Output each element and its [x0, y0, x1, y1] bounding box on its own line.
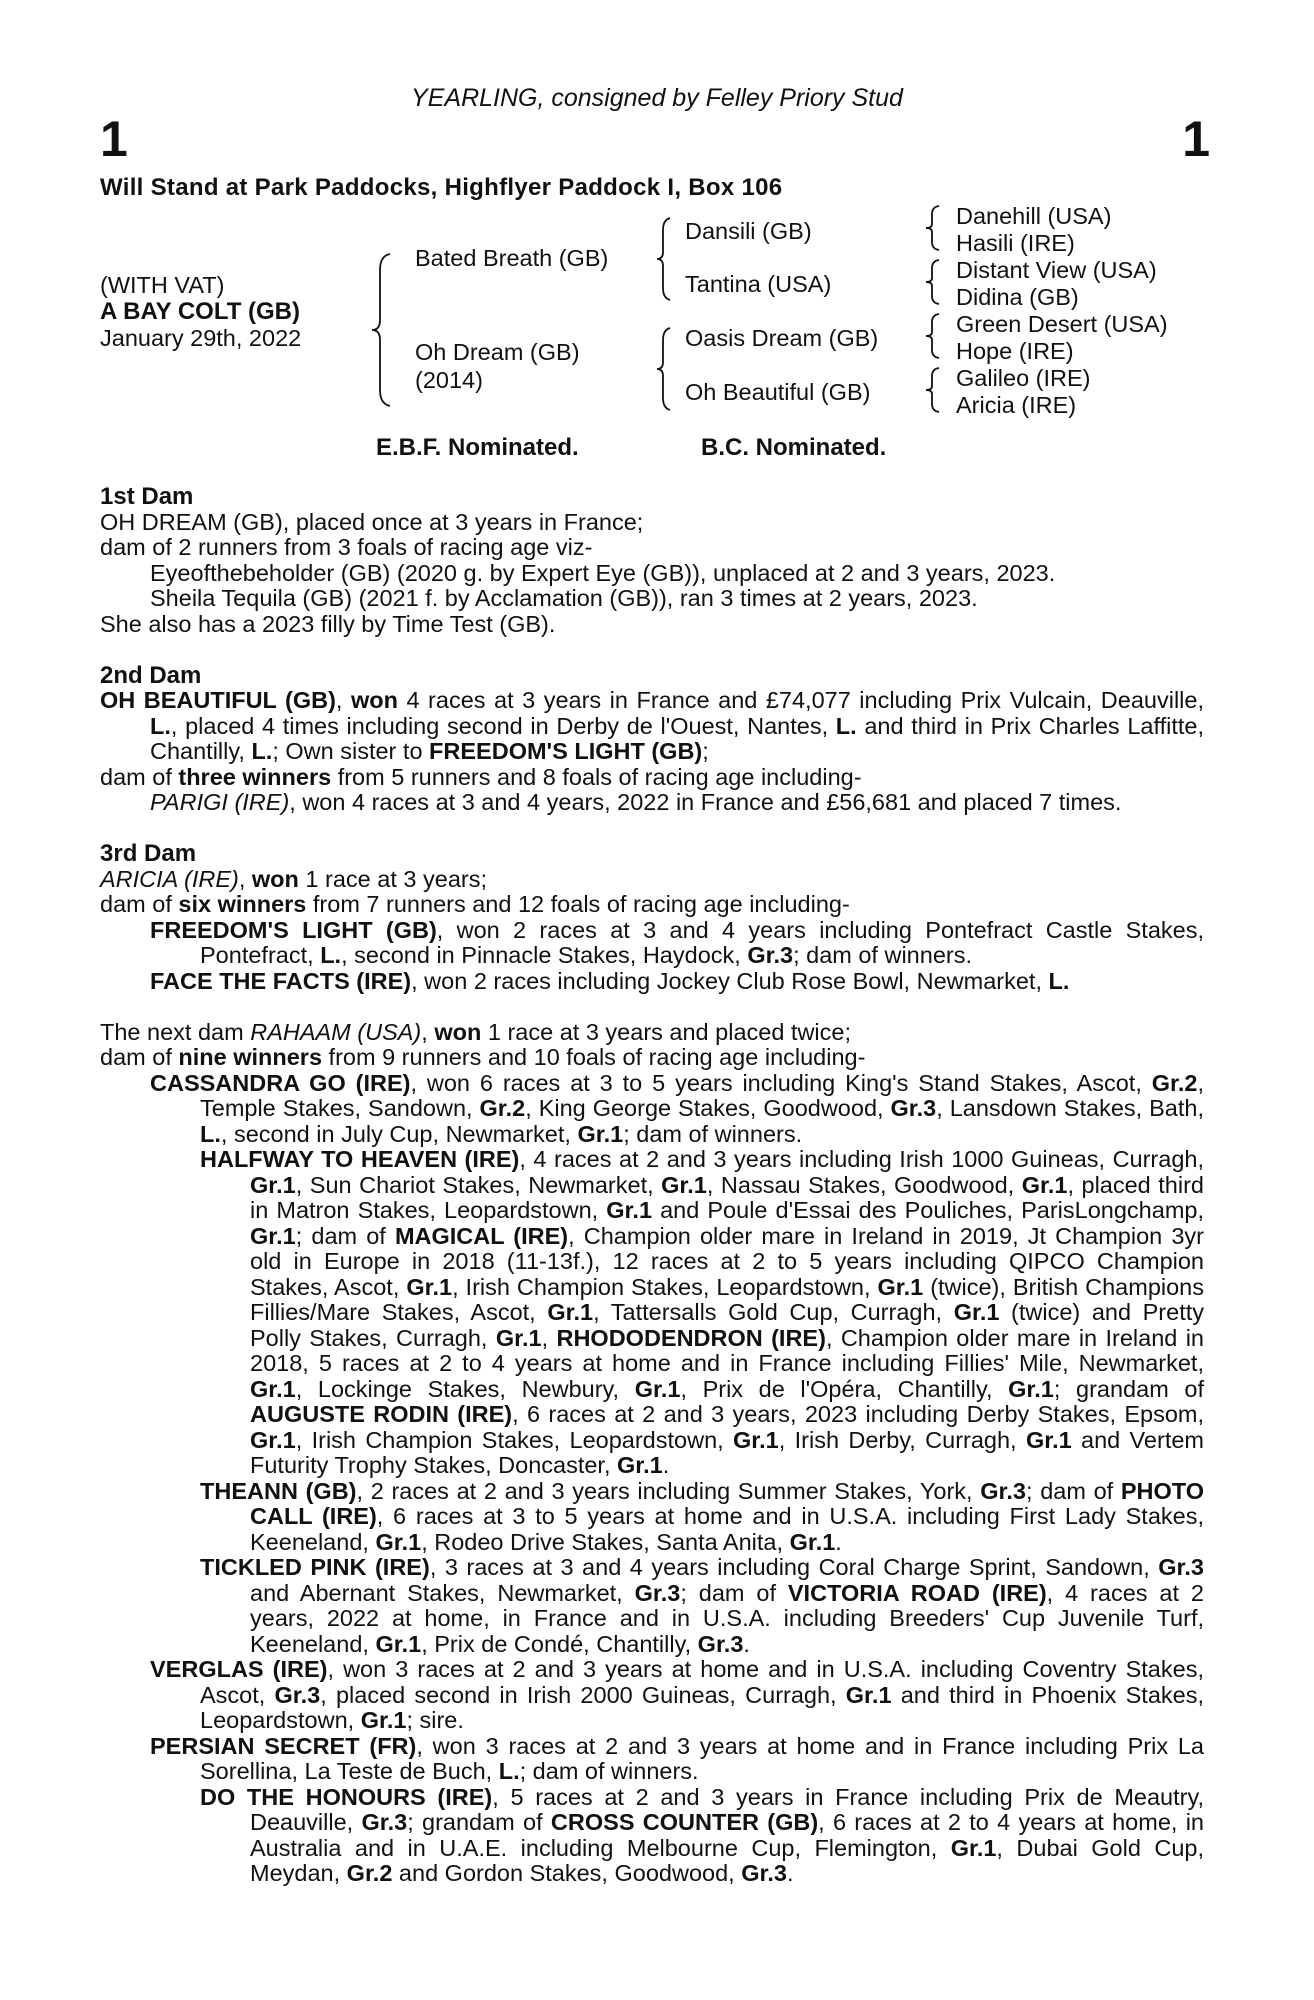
sire-sire: Dansili (GB) — [685, 218, 812, 244]
brace-icon — [923, 204, 943, 252]
second-dam-heading: 2nd Dam — [100, 661, 202, 689]
ebf-nomination: E.B.F. Nominated. — [376, 434, 579, 461]
grandsire-4: Galileo (IRE) — [956, 365, 1091, 391]
dam-sire: Oasis Dream (GB) — [685, 325, 879, 351]
first-dam-line: OH DREAM (GB), placed once at 3 years in France; — [100, 508, 644, 535]
grandsire-1: Danehill (USA) — [956, 203, 1112, 229]
lot-title: A BAY COLT (GB) — [100, 298, 301, 325]
dam-name: Oh Dream (GB) — [415, 339, 580, 365]
first-dam-line: She also has a 2023 filly by Time Test (GB). — [100, 610, 556, 637]
grandsire-3: Green Desert (USA) — [956, 311, 1168, 337]
next-dam-produce: dam of nine winners from 9 runners and 10 foals of racing age including- — [100, 1044, 866, 1070]
produce-entry: DO THE HONOURS (IRE), 5 races at 2 and 3 years in France including Prix de Meautry, Deauville, Gr.3; grandam of CROSS COUNTER (GB), 6 races at 2 to 4 years at home, in Australia and in U.A.E. including Melbourne Cup, Flemington, Gr.1, Dubai Gold Cup, Meydan, Gr.2 and Gordon Stakes, Goodwood, Gr.3. — [200, 1783, 1205, 1886]
third-dam-record: ARICIA (IRE), won 1 race at 3 years; — [100, 865, 487, 892]
second-dam-record: OH BEAUTIFUL (GB), won 4 races at 3 years in France and £74,077 including Prix Vulcain, Deauville, L., placed 4 times including second in Derby de l'Ouest, Nantes, L. and third in Prix Charles Laffitte, Chantilly, L.; Own sister to FREEDOM'S LIGHT (GB); — [100, 687, 1204, 764]
granddam-3: Hope (IRE) — [956, 338, 1074, 364]
produce-entry: VERGLAS (IRE), won 3 races at 2 and 3 years at home and in U.S.A. including Coventry Stakes, Ascot, Gr.3, placed second in Irish 2000 Guineas, Curragh, Gr.1 and third in Phoenix Stakes, Leopardstown, Gr.1; sire. — [150, 1656, 1204, 1733]
brace-icon — [923, 258, 943, 306]
brace-icon — [923, 312, 943, 360]
grandsire-2: Distant View (USA) — [956, 257, 1157, 283]
produce-entry: PARIGI (IRE), won 4 races at 3 and 4 years, 2022 in France and £56,681 and placed 7 times. — [150, 789, 1122, 815]
produce-entry: Eyeofthebeholder (GB) (2020 g. by Expert Eye (GB)), unplaced at 2 and 3 years, 2023. — [150, 559, 1056, 586]
stand-location: Will Stand at Park Paddocks, Highflyer Paddock I, Box 106 — [100, 174, 783, 201]
next-dam-record: The next dam RAHAAM (USA), won 1 race at 3 years and placed twice; — [100, 1018, 852, 1045]
brace-icon — [923, 366, 943, 414]
first-dam-heading: 1st Dam — [100, 483, 194, 510]
produce-entry: HALFWAY TO HEAVEN (IRE), 4 races at 2 and 3 years including Irish 1000 Guineas, Curragh, Gr.1, Sun Chariot Stakes, Newmarket, Gr.1, Nassau Stakes, Goodwood, Gr.1, placed third in Matron Stakes, Leopardstown, Gr.1 and Poule d'Essai des Pouliches, ParisLongchamp, Gr.1; dam of MAGICAL (IRE), Champion older mare in Ireland in 2019, Jt Champion 3yr old in Europe in 2018 (11-13f.), 12 races at 2 to 5 years including QIPCO Champion Stakes, Ascot, Gr.1, Irish Champion Stakes, Leopardstown, Gr.1 (twice), British Champions Fillies/Mare Stakes, Ascot, Gr.1, Tattersalls Gold Cup, Curragh, Gr.1 (twice) and Pretty Polly Stakes, Curragh, Gr.1, RHODODENDRON (IRE), Champion older mare in Ireland in 2018, 5 races at 2 to 4 years at home and in France including Fillies' Mile, Newmarket, Gr.1, Lockinge Stakes, Newbury, Gr.1, Prix de l'Opéra, Chantilly, Gr.1; grandam of AUGUSTE RODIN (IRE), 6 races at 2 and 3 years, 2023 including Derby Stakes, Epsom, Gr.1, Irish Champion Stakes, Leopardstown, Gr.1, Irish Derby, Curragh, Gr.1 and Vertem Futurity Trophy Stakes, Doncaster, Gr.1. — [200, 1146, 1205, 1478]
produce-entry: FREEDOM'S LIGHT (GB), won 2 races at 3 and 4 years including Pontefract Castle Stakes, Pontefract, L., second in Pinnacle Stakes, Haydock, Gr.3; dam of winners. — [150, 916, 1204, 968]
sire-dam: Tantina (USA) — [685, 271, 832, 297]
brace-icon — [370, 250, 394, 410]
brace-icon — [655, 326, 673, 412]
produce-entry: THEANN (GB), 2 races at 2 and 3 years including Summer Stakes, York, Gr.3; dam of PHOTO CALL (IRE), 6 races at 3 to 5 years at home and in U.S.A. including First Lady Stakes, Keeneland, Gr.1, Rodeo Drive Stakes, Santa Anita, Gr.1. — [200, 1477, 1205, 1555]
lot-number-left: 1 — [100, 111, 128, 167]
third-dam-produce: dam of six winners from 7 runners and 12 foals of racing age including- — [100, 891, 850, 917]
produce-entry: CASSANDRA GO (IRE), won 6 races at 3 to 5 years including King's Stand Stakes, Ascot, Gr.2, Temple Stakes, Sandown, Gr.2, King George Stakes, Goodwood, Gr.3, Lansdown Stakes, Bath, L., second in July Cup, Newmarket, Gr.1; dam of winners. — [150, 1069, 1205, 1147]
lot-number-right: 1 — [1182, 111, 1210, 167]
produce-entry: TICKLED PINK (IRE), 3 races at 3 and 4 years including Coral Charge Sprint, Sandown, Gr.3 and Abernant Stakes, Newmarket, Gr.3; dam of VICTORIA ROAD (IRE), 4 races at 2 years, 2022 at home, in France and in U.S.A. including Breeders' Cup Juvenile Turf, Keeneland, Gr.1, Prix de Condé, Chantilly, Gr.3. — [200, 1554, 1204, 1657]
produce-record — [100, 484, 1204, 1887]
sire-name: Bated Breath (GB) — [415, 245, 609, 271]
granddam-2: Didina (GB) — [956, 284, 1079, 310]
dam-year: (2014) — [415, 367, 483, 393]
produce-entry: FACE THE FACTS (IRE), won 2 races including Jockey Club Rose Bowl, Newmarket, L. — [150, 967, 1070, 994]
produce-entry: Sheila Tequila (GB) (2021 f. by Acclamation (GB)), ran 3 times at 2 years, 2023. — [150, 585, 978, 611]
consignor-line: YEARLING, consigned by Felley Priory Stud — [411, 84, 903, 112]
brace-icon — [655, 216, 673, 302]
foaling-date: January 29th, 2022 — [100, 325, 302, 351]
second-dam-produce: dam of three winners from 5 runners and 8 foals of racing age including- — [100, 763, 862, 790]
first-dam-line: dam of 2 runners from 3 foals of racing age viz- — [100, 534, 593, 560]
granddam-4: Aricia (IRE) — [956, 392, 1077, 418]
granddam-1: Hasili (IRE) — [956, 230, 1075, 256]
third-dam-heading: 3rd Dam — [100, 840, 197, 867]
bc-nomination: B.C. Nominated. — [701, 434, 887, 461]
dam-dam: Oh Beautiful (GB) — [685, 379, 871, 405]
produce-entry: PERSIAN SECRET (FR), won 3 races at 2 and 3 years at home and in France including Prix La Sorellina, La Teste de Buch, L.; dam of winners. — [150, 1732, 1204, 1784]
vat-note: (WITH VAT) — [100, 272, 225, 298]
